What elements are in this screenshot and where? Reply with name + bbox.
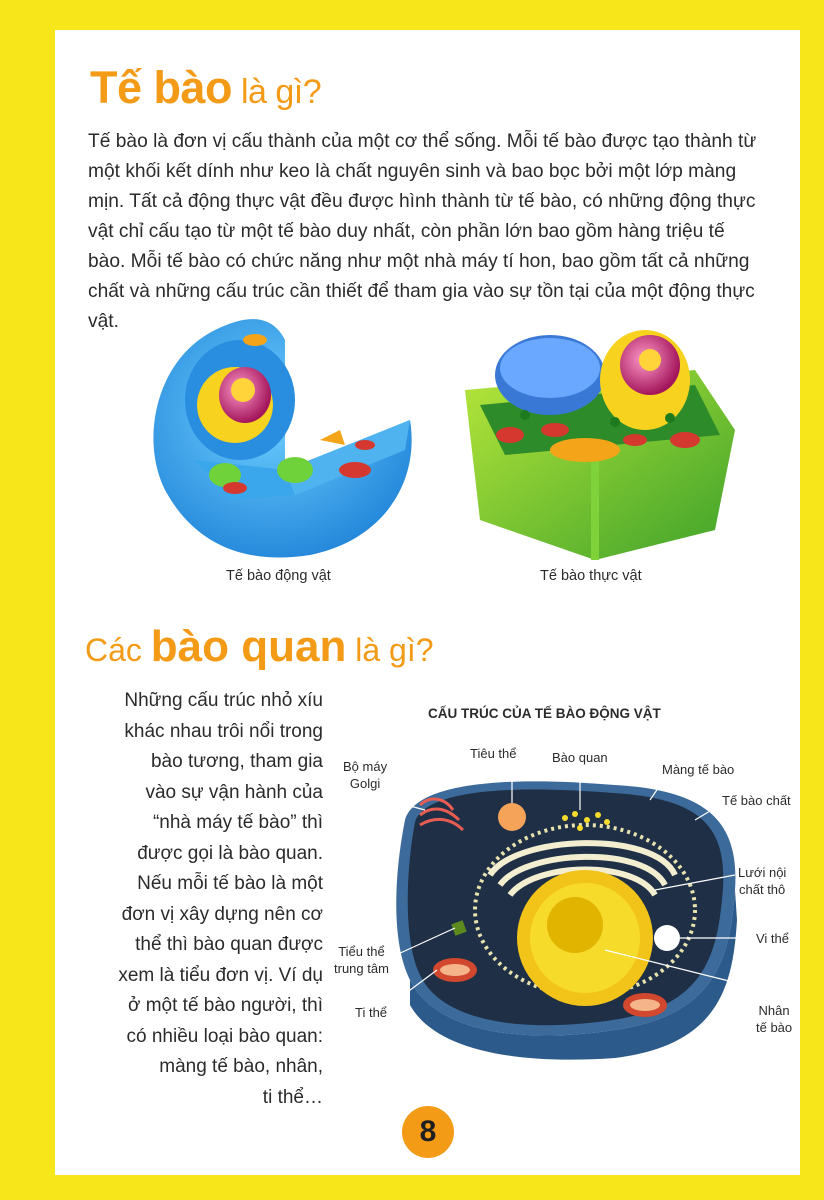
label-organelle: Bào quan xyxy=(552,750,608,765)
diagram-title: CẤU TRÚC CỦA TẾ BÀO ĐỘNG VẬT xyxy=(428,706,661,721)
label-mitochondria: Ti thể xyxy=(355,1005,388,1020)
organelles-description: Những cấu trúc nhỏ xíu khác nhau trôi nổi trong bào tương, tham gia vào sự vận hành của “nhà máy tế bào” thì được gọi là bào quan. Nếu mỗi tế bào là một đơn vị xây dựng nên cơ thể thì bào quan được xem là tiểu đơn vị. Ví dụ ở một tế bào người, thì có nhiều loại bào quan: màng tế bào, nhân, ti thể… xyxy=(118,690,323,1108)
label-cytoplasm: Tế bào chất xyxy=(722,793,791,808)
label-lysosome: Tiêu thể xyxy=(470,746,517,761)
label-golgi: Bộ máy Golgi xyxy=(343,759,388,791)
section-title-organelles: Các bào quan là gì? xyxy=(85,622,434,671)
cell-description: Tế bào là đơn vị cấu thành của một cơ thể sống. Mỗi tế bào được tạo thành từ một khối kết dính như keo là chất nguyên sinh và bao bọc bởi một lớp màng mịn. Tất cả động thực vật đều được hình thành từ tế bào, có những động thực vật chỉ cấu tạo từ một tế bào duy nhất, còn phần lớn bao gồm hàng triệu tế bào. Mỗi tế bào có chức năng như một nhà máy tí hon, bao gồm tất cả những chất và những cấu trúc cần thiết để tham gia vào sự tồn tại của một động thực vật. xyxy=(88,131,757,332)
label-vacuole: Vi thể xyxy=(756,931,790,946)
label-centrosome: Tiểu thể trung tâm xyxy=(334,944,389,976)
section-title-cell: Tế bào là gì? xyxy=(90,62,322,113)
animal-cell-illustration xyxy=(135,310,420,565)
plant-cell-illustration xyxy=(445,310,745,565)
plant-cell-caption: Tế bào thực vật xyxy=(540,568,642,584)
animal-cell-structure-diagram xyxy=(375,760,765,1060)
animal-cell-caption: Tế bào động vật xyxy=(226,568,331,584)
label-nucleus: Nhân tế bào xyxy=(756,1003,793,1035)
page-number: 8 xyxy=(402,1106,454,1158)
label-rough-er: Lưới nội chất thô xyxy=(738,865,787,897)
label-membrane: Màng tế bào xyxy=(662,762,735,777)
